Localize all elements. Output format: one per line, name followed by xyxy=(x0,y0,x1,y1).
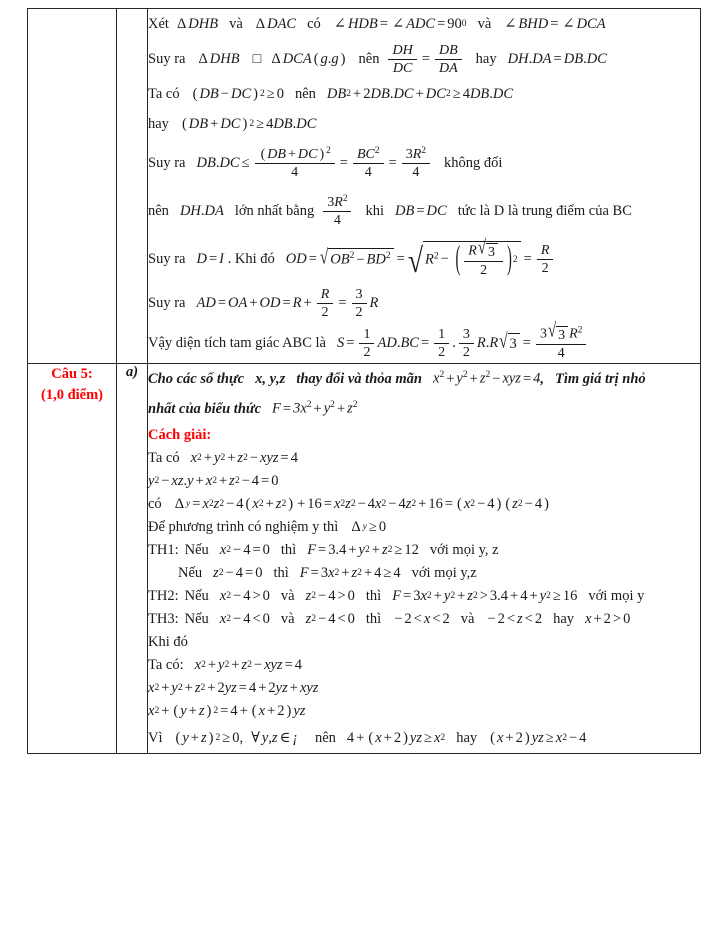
word-th2: TH2: xyxy=(148,588,179,605)
fraction-3-2-b: $\frac{3}{2}$ xyxy=(459,327,474,360)
word-khi: khi xyxy=(365,202,385,219)
math-line-r2l16: Vì ( y + z ) 2 ≥ 0 , ∀ y , z ∈ ¡ nên 4 + ( x + 2 ) yz ≥ x 2 hay ( x + 2 ) yz ≥ x 2 − 4 xyxy=(148,729,587,746)
math-line-r1l8: Suy ra AD = OA + OD = R + $\frac{R}{2}$ = $\frac{3}{2}$ R xyxy=(148,285,379,320)
word-th3: TH3: xyxy=(148,611,179,628)
math-line-r2l14: x 2 + y 2 + z 2 + 2 yz = 4 + 2 yz + xyz xyxy=(148,680,319,697)
word-thi-4: thì xyxy=(365,611,382,628)
math-line-r1l2: Suy ra Δ DHB □ Δ DCA ( g . g ) nên $\frac{DH}{DC}$ = $\frac{DB}{DA}$ hay DH . DA = DB . DC xyxy=(148,41,607,76)
word-ta-co-colon: Ta có: xyxy=(148,657,184,674)
fraction-3sqrt3r2-4: 3 √ 3 $R^2$ 4 xyxy=(536,326,586,361)
fraction-r-2-b: $\frac{R}{2}$ xyxy=(317,287,334,320)
word-nen-r2: nên xyxy=(314,729,336,746)
word-suy-ra-7: Suy ra xyxy=(148,250,186,267)
word-tim-gia-tri: Tìm giá trị nhỏ xyxy=(555,370,646,387)
math-line-r1l3: Ta có ( DB − DC ) 2 ≥ 0 nên DB 2 + 2 DB . DC + DC 2 ≥ 4 DB . DC xyxy=(148,85,514,102)
fraction-db-da: $\frac{DB}{DA}$ xyxy=(435,43,462,76)
paren-group-rsqrt3-2: ( R √ 3 2 ) 2 xyxy=(455,236,518,278)
word-neu-4: Nếu xyxy=(184,611,209,628)
math-line-r2l9: Nếu z 2 − 4 = 0 thì F = 3 x 2 + z 2 + 4 ≥ 4 với mọi y,z xyxy=(178,565,477,582)
cau-label-cell-row2 xyxy=(28,364,117,754)
word-lon-nhat-bang: lớn nhất bằng xyxy=(234,202,315,219)
word-neu-2: Nếu xyxy=(178,565,203,582)
word-nen-6: nên xyxy=(148,202,169,219)
word-khong-doi: không đổi xyxy=(444,154,503,171)
word-hay-th3: hay xyxy=(553,611,575,628)
fraction-dh-dc: $\frac{DH}{DC}$ xyxy=(388,43,416,76)
math-line-r2l12 xyxy=(148,631,700,654)
word-co: có xyxy=(307,15,321,32)
fraction-r-2: $\frac{R}{2}$ xyxy=(537,243,554,276)
fraction-bc2-4: $\frac{BC^2}{4}$ xyxy=(353,147,384,180)
word-khi-do: Khi đó xyxy=(148,634,188,651)
word-nhat-cua: nhất của biểu thức xyxy=(148,400,262,417)
math-line-r1l4: hay ( DB + DC ) 2 ≥ 4 DB . DC xyxy=(148,115,317,132)
word-th1: TH1: xyxy=(148,542,179,559)
word-hay: hay xyxy=(475,50,497,67)
math-line-r1l5: Suy ra DB . DC ≤ $\frac{( DB + DC ) ^2}{4}$ = $\frac{BC^2}{4}$ = $\frac{3R^2}{4}$ không đổi xyxy=(148,145,503,180)
word-tuc-la: tức là D là trung điểm của BC xyxy=(457,202,632,219)
word-va-th3b: và xyxy=(460,611,475,628)
word-suy-ra: Suy ra xyxy=(148,50,186,67)
math-line-r2l6: có Δ y = x 2 z 2 − 4 ( x 2 + z 2 ) + 16 = x 2 z 2 − 4 x 2 − 4 z 2 + 16 = ( x 2 − 4 ) ( z 2 − 4 ) xyxy=(148,496,549,513)
word-vi: Vì xyxy=(148,729,163,746)
table-row xyxy=(28,9,701,364)
word-thi-1: thì xyxy=(280,542,297,559)
math-line-r2l5: y 2 − xz . y + x 2 + z 2 − 4 = 0 xyxy=(148,473,279,490)
word-nen: nên xyxy=(358,50,380,67)
cau-5-label: Câu 5: xyxy=(51,366,93,382)
fraction-3r2-4-b: $\frac{3R^2}{4}$ xyxy=(323,195,351,228)
cau-label-cell-row1 xyxy=(28,9,117,364)
math-line-r2l1: Cho các số thực x , y , z thay đổi và thỏa mãn $x^2 + y^2 + z^2$ − xyz = 4 , Tìm giá trị nhỏ xyxy=(148,369,646,387)
math-line-r1l1: Xét Δ DHB và Δ DAC có ∠ HDB = ∠ ADC = 90 0 và ∠ BHD = ∠ DCA xyxy=(148,15,606,32)
word-thi-2: thì xyxy=(273,565,289,582)
word-va-th2: và xyxy=(280,588,295,605)
word-hay-4: hay xyxy=(148,115,169,132)
table-row xyxy=(28,364,701,754)
word-vay-dien-tich: Vậy diện tích tam giác ABC là xyxy=(148,334,326,351)
word-nen-3: nên xyxy=(294,85,316,102)
word-neu-1: Nếu xyxy=(184,542,209,559)
word-neu-3: Nếu xyxy=(184,588,209,605)
solution-table xyxy=(27,8,701,754)
math-line-r2l8: TH1: Nếu x 2 − 4 = 0 thì F = 3 . 4 + y 2 + z 2 ≥ 12 với mọi y, z xyxy=(148,542,499,559)
word-xet: Xét xyxy=(148,15,169,32)
fraction-1-2: $\frac{1}{2}$ xyxy=(359,327,374,360)
math-line-r2l10: TH2: Nếu x 2 − 4 > 0 và z 2 − 4 > 0 thì F = 3 x 2 + y 2 + z 2 > 3 . 4 + 4 + y 2 ≥ 16 với mọi y xyxy=(148,588,645,605)
word-thi-3: thì xyxy=(365,588,382,605)
word-voi-moi-yz: với mọi y, z xyxy=(429,542,499,559)
math-line-r1l7: Suy ra D = I . Khi đó OD = √ $OB^2 - BD^2$ = √ $R^2$ − ( R √ 3 2 ) 2 = $\frac{R}{2}$ xyxy=(148,235,700,283)
part-label-cell-row2 xyxy=(117,364,148,754)
part-label-a: a) xyxy=(125,364,139,380)
math-line-r2l2: nhất của biểu thức $F = 3x^2 + y^2 + z^2$ xyxy=(148,399,358,417)
math-line-r2l13: Ta có: x 2 + y 2 + z 2 − xyz = 4 xyxy=(148,657,303,674)
word-voi-moi-yz2: với mọi y,z xyxy=(411,565,477,582)
math-line-r2l7: Để phương trình có nghiệm y thì Δ y ≥ 0 xyxy=(148,519,387,536)
word-va: và xyxy=(229,15,243,32)
radical-ob2-bd2: √ $OB^2 - BD^2$ xyxy=(320,248,394,269)
word-ta-co-r2: Ta có xyxy=(148,450,180,467)
math-line-r2l4: Ta có x 2 + y 2 + z 2 − xyz = 4 xyxy=(148,450,298,467)
cach-giai-heading: Cách giải: xyxy=(148,427,212,444)
word-hay-r2: hay xyxy=(456,729,478,746)
math-line-r1l9: Vậy diện tích tam giác ABC là S = $\frac{1}{2}$ AD . BC = $\frac{1}{2}$ . $\frac{3}{2}$ R . R √ 3 = 3 √ 3 $R^2$ 4 xyxy=(148,323,700,363)
radical-3: √ 3 xyxy=(499,333,520,354)
math-line-r2l3 xyxy=(148,424,700,447)
word-suy-ra-5: Suy ra xyxy=(148,154,186,171)
word-suy-ra-8: Suy ra xyxy=(148,294,186,311)
fraction-1-2-b: $\frac{1}{2}$ xyxy=(434,327,449,360)
radical-r2-minus: √ $R^2$ − ( R √ 3 2 ) 2 xyxy=(408,241,521,278)
word-cho-cac-so-thuc: Cho các số thực xyxy=(148,370,245,387)
word-ta-co: Ta có xyxy=(148,85,180,102)
word-va-2: và xyxy=(477,15,492,32)
fraction-dbdc2-4: $\frac{( DB + DC ) ^2}{4}$ xyxy=(255,147,335,180)
word-thay-doi: thay đổi và thỏa mãn xyxy=(296,370,422,387)
math-line-r2l11: TH3: Nếu x 2 − 4 < 0 và z 2 − 4 < 0 thì − 2 < x < 2 và − 2 < z < 2 hay x + 2 > 0 xyxy=(148,611,631,628)
math-line-r2l15: x 2 + ( y + z ) 2 = 4 + ( x + 2 ) yz xyxy=(148,703,306,720)
word-va-th3: và xyxy=(280,611,295,628)
content-cell-row1 xyxy=(148,9,701,364)
word-voi-moi-y: với mọi y xyxy=(588,588,645,605)
math-line-r1l6: nên DH . DA lớn nhất bằng $\frac{3R^2}{4}$ khi DB = DC tức là D là trung điểm của BC xyxy=(148,193,632,228)
word-de-pt: Để phương trình có nghiệm y thì xyxy=(148,519,339,536)
fraction-3-2: $\frac{3}{2}$ xyxy=(352,287,367,320)
word-co-r2: có xyxy=(148,496,162,513)
fraction-3r2-4: $\frac{3R^2}{4}$ xyxy=(402,147,430,180)
cau-5-points: (1,0 điểm) xyxy=(40,387,103,404)
part-label-cell-row1 xyxy=(117,9,148,364)
content-cell-row2 xyxy=(148,364,701,754)
